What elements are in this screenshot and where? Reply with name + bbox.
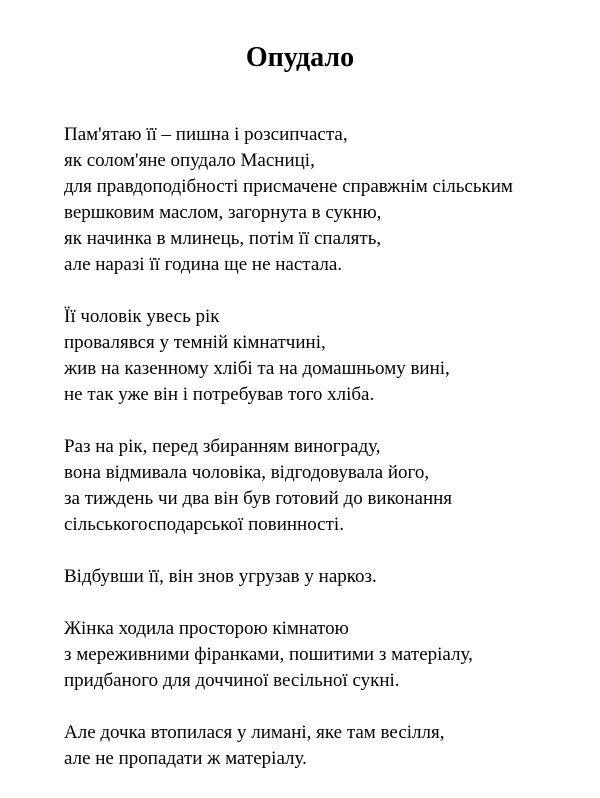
- stanza-5: [64, 616, 594, 694]
- poem-body: [64, 122, 594, 798]
- poem-line: з мереживними фіранками, пошитими з матеріалу,: [64, 644, 473, 665]
- poem-line: але не пропадати ж матеріалу.: [64, 748, 307, 769]
- stanza-6: [64, 720, 594, 772]
- stanza-2: [64, 304, 594, 408]
- poem-line: Але дочка втопилася у лимані, яке там весілля,: [64, 722, 445, 743]
- stanza-4: [64, 564, 594, 590]
- poem-line: але наразі її година ще не настала.: [64, 254, 343, 275]
- poem-line: як солом'яне опудало Масниці,: [64, 150, 315, 171]
- poem-line: Раз на рік, перед збиранням винограду,: [64, 436, 381, 457]
- poem-line: вона відмивала чоловіка, відгодовувала його,: [64, 462, 430, 483]
- poem-title: Опудало: [245, 42, 355, 73]
- poem-line: за тиждень чи два він був готовий до виконання: [64, 488, 453, 509]
- poem-line: для правдоподібності присмачене справжнім сільським: [64, 176, 513, 197]
- poem-line: як начинка в млинець, потім її спалять,: [64, 228, 382, 249]
- stanza-1: [64, 122, 594, 278]
- poem-line: вершковим маслом, загорнута в сукню,: [64, 202, 382, 223]
- poem-line: жив на казенному хлібі та на домашньому вині,: [64, 358, 450, 379]
- poem-line: Відбувши її, він знов угрузав у наркоз.: [64, 566, 377, 587]
- poem-line: провалявся у темній кімнатчині,: [64, 332, 326, 353]
- poem-line: придбаного для доччиної весільної сукні.: [64, 670, 400, 691]
- poem-line: Жінка ходила просторою кімнатою: [64, 618, 349, 639]
- poem-line: не так уже він і потребував того хліба.: [64, 384, 375, 405]
- poem-line: Пам'ятаю її – пишна і розсипчаста,: [64, 124, 348, 145]
- stanza-3: [64, 434, 594, 538]
- poem-line: сільськогосподарської повинності.: [64, 514, 344, 535]
- poem-line: Її чоловік увесь рік: [64, 306, 220, 327]
